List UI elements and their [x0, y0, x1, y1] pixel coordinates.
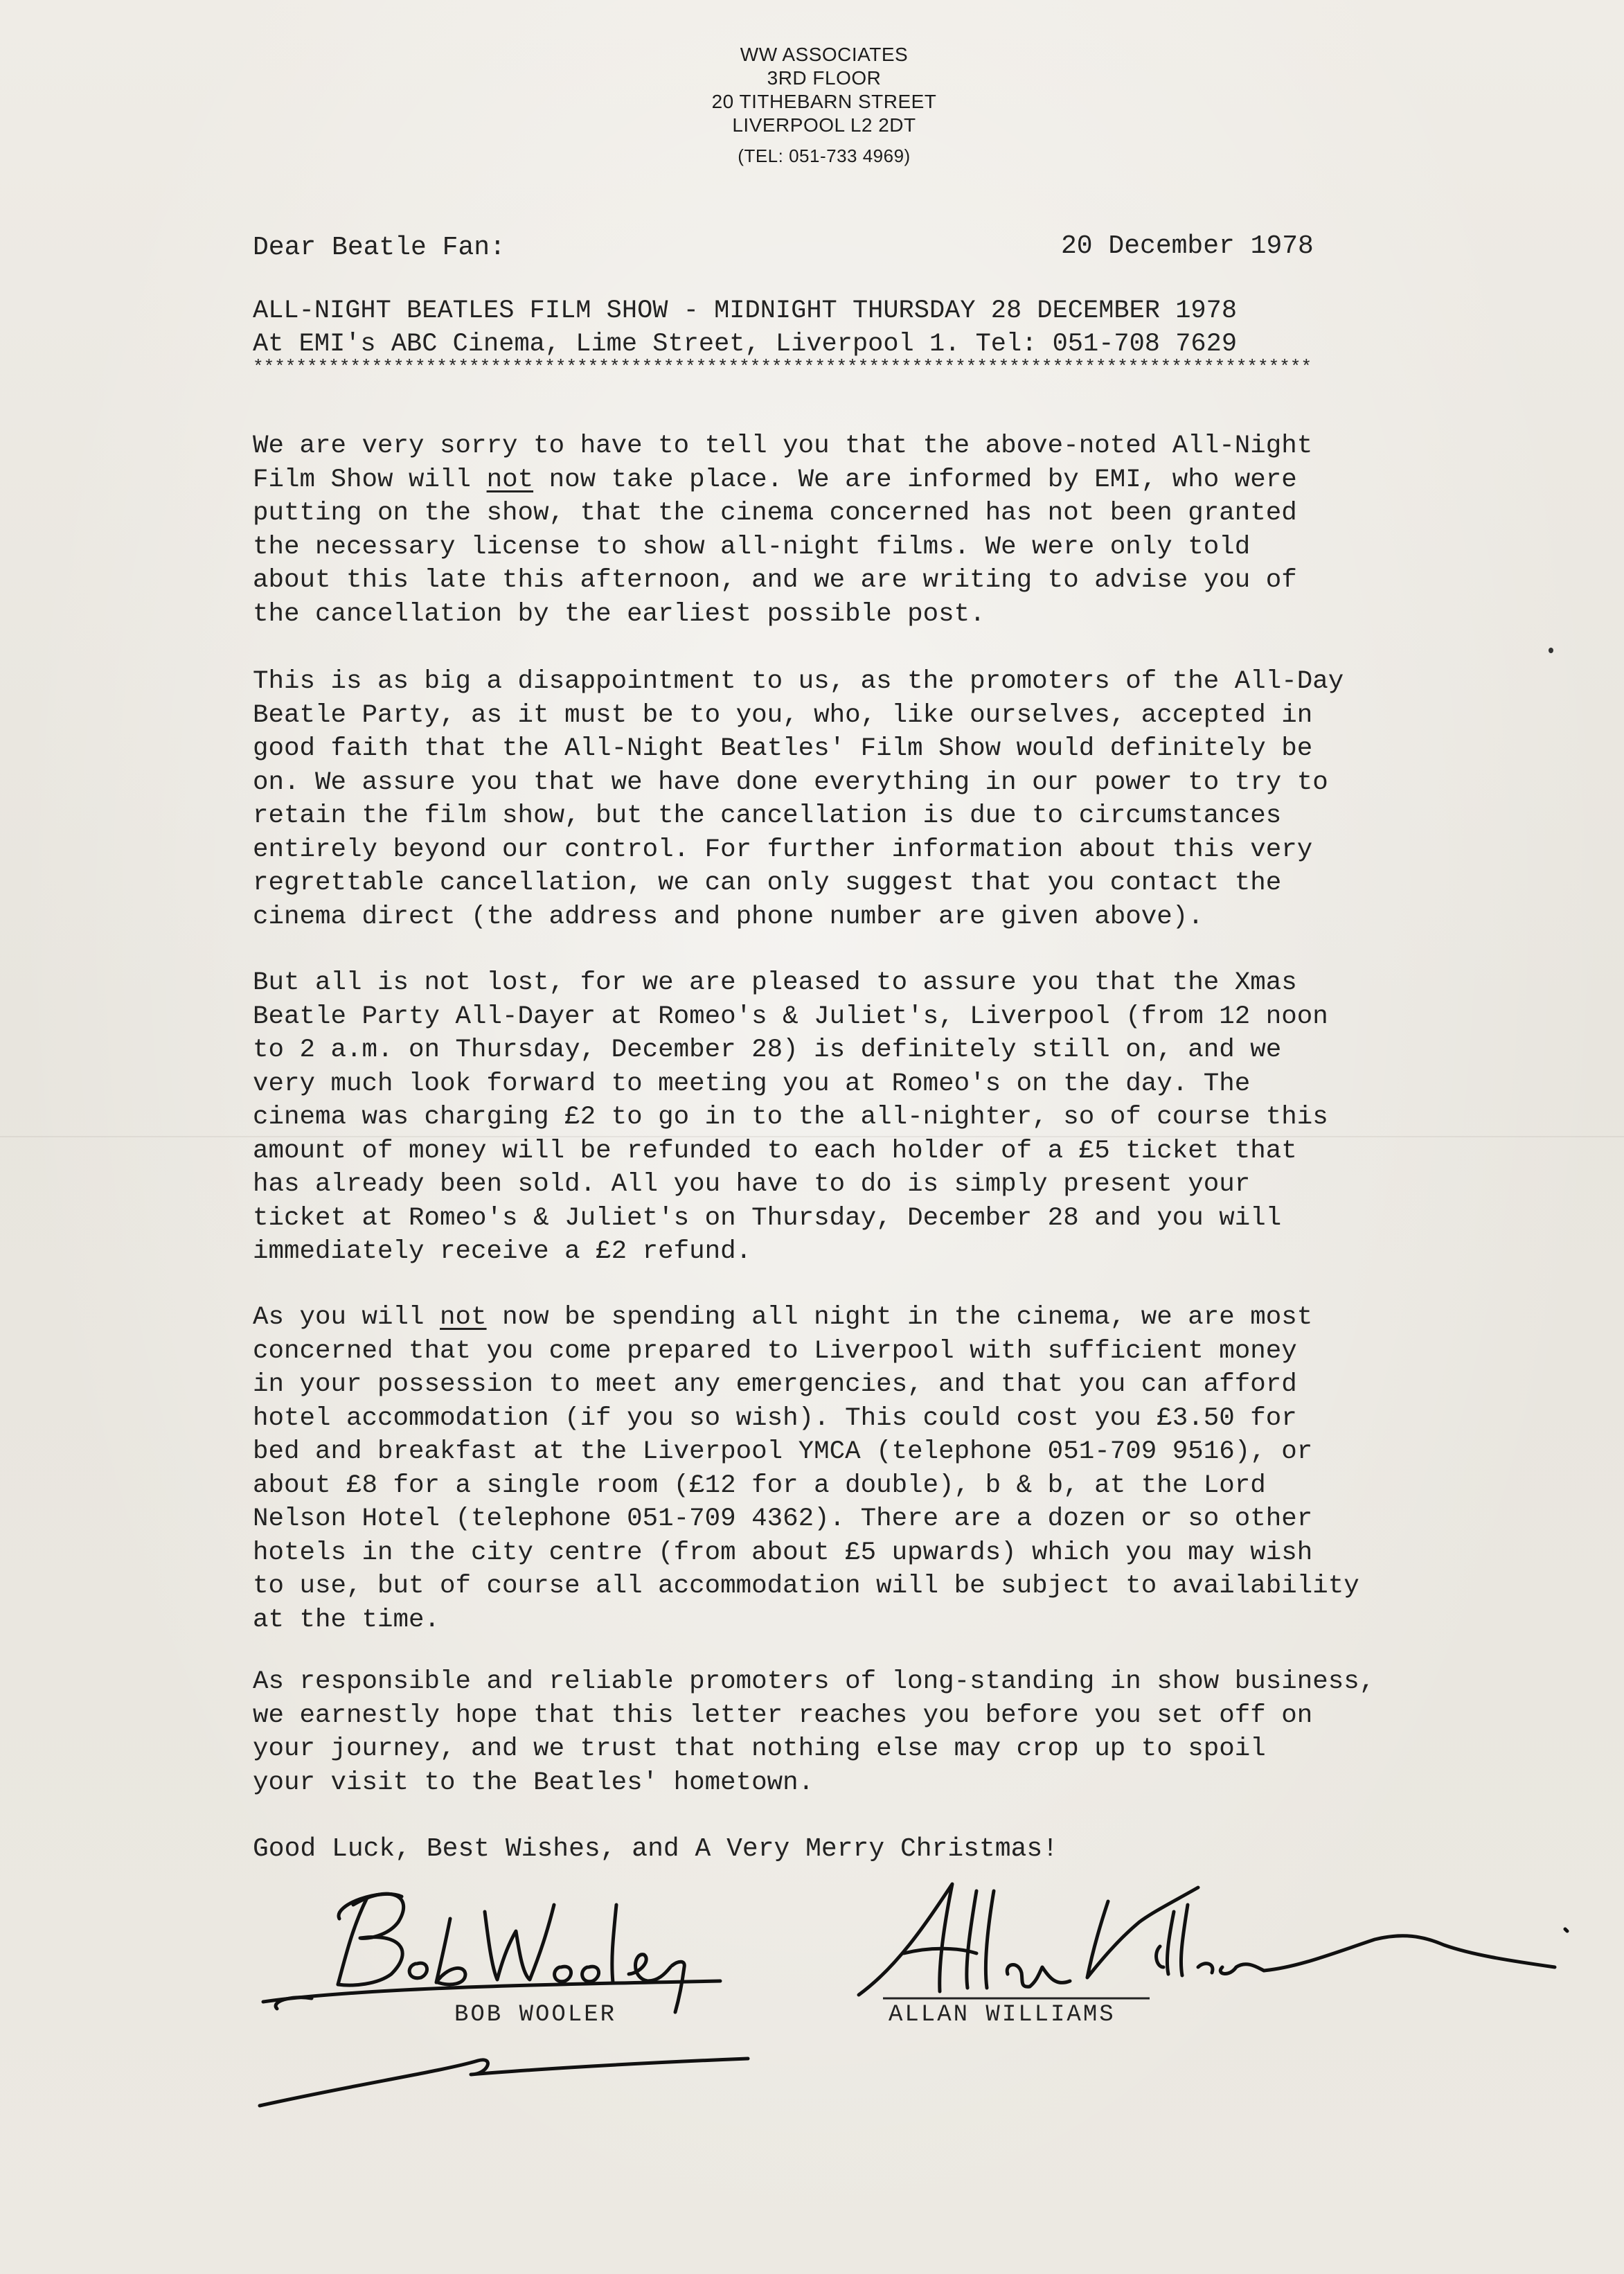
- text-line: the cancellation by the earliest possible post.: [253, 599, 985, 629]
- text-line: about £8 for a single room (£12 for a double), b & b, at the Lord: [253, 1471, 1266, 1500]
- letterhead-telephone: (TEL: 051-733 4969): [738, 145, 911, 166]
- text-line: has already been sold. All you have to do is simply present your: [253, 1170, 1251, 1199]
- text-span: As you will: [253, 1303, 440, 1332]
- text-line: [253, 463, 1472, 497]
- letter-date: 20 December 1978: [1061, 231, 1314, 261]
- text-line: Beatle Party All-Dayer at Romeo's & Juliet's, Liverpool (from 12 noon: [253, 1002, 1328, 1031]
- text-line: amount of money will be refunded to each holder of a £5 ticket that: [253, 1136, 1297, 1166]
- text-line: ticket at Romeo's & Juliet's on Thursday, December 28 and you will: [253, 1203, 1282, 1233]
- letterhead-company: WW ASSOCIATES: [740, 44, 909, 65]
- text-line: on. We assure you that we have done everything in our power to try to: [253, 767, 1328, 797]
- text-line: This is as big a disappointment to us, as the promoters of the All-Day: [253, 667, 1344, 696]
- text-line: to 2 a.m. on Thursday, December 28) is definitely still on, and we: [253, 1036, 1282, 1065]
- text-span: Film Show will: [253, 465, 487, 495]
- text-line: cinema was charging £2 to go in to the all-nighter, so of course this: [253, 1103, 1328, 1132]
- text-line: We are very sorry to have to tell you that the above-noted All-Night: [253, 432, 1313, 461]
- text-line: putting on the show, that the cinema concerned has not been granted: [253, 499, 1297, 528]
- text-line: Beatle Party, as it must be to you, who, like ourselves, accepted in: [253, 700, 1313, 730]
- letterhead-floor: 3RD FLOOR: [767, 67, 882, 89]
- allan-williams-name-rule: [880, 1995, 1157, 2002]
- text-line: entirely beyond our control. For further information about this very: [253, 835, 1313, 864]
- text-line: concerned that you come prepared to Liverpool with sufficient money: [253, 1336, 1297, 1366]
- event-title: ALL-NIGHT BEATLES FILM SHOW - MIDNIGHT THURSDAY 28 DECEMBER 1978: [253, 296, 1238, 326]
- underlined-word: not: [440, 1303, 487, 1332]
- asterisk-separator: **************************************************************************************************: [253, 357, 1312, 377]
- text-line: your visit to the Beatles' hometown.: [253, 1768, 814, 1797]
- paragraph-promoters: [253, 1665, 1472, 1800]
- text-line: retain the film show, but the cancellation is due to circumstances: [253, 801, 1282, 830]
- text-line: As responsible and reliable promoters of long-standing in show business,: [253, 1667, 1375, 1696]
- closing-line: Good Luck, Best Wishes, and A Very Merry Christmas!: [253, 1834, 1058, 1864]
- underlined-word: not: [486, 465, 534, 495]
- text-line: very much look forward to meeting you at Romeo's on the day. The: [253, 1069, 1251, 1099]
- text-line: we earnestly hope that this letter reaches you before you set off on: [253, 1700, 1313, 1730]
- ink-speck: [1549, 648, 1553, 653]
- allan-williams-signature: [848, 1863, 1582, 2009]
- paragraph-accommodation: [253, 1301, 1472, 1637]
- text-line: your journey, and we trust that nothing else may crop up to spoil: [253, 1734, 1266, 1764]
- bob-wooler-name: BOB WOOLER: [454, 2002, 617, 2028]
- allan-williams-name: ALLAN WILLIAMS: [889, 2002, 1116, 2028]
- text-line: bed and breakfast at the Liverpool YMCA (telephone 051-709 9516), or: [253, 1437, 1313, 1466]
- letterhead-street: 20 TITHEBARN STREET: [711, 91, 937, 112]
- paragraph-cancellation: [253, 429, 1472, 631]
- text-span: now take place. We are informed by EMI, who were: [533, 465, 1297, 495]
- letterhead: [623, 43, 1025, 168]
- text-line: in your possession to meet any emergencies, and that you can afford: [253, 1370, 1297, 1399]
- paragraph-refund: [253, 966, 1472, 1269]
- event-reference: [253, 294, 1237, 361]
- text-line: [253, 1301, 1472, 1335]
- text-line: about this late this afternoon, and we are writing to advise you of: [253, 566, 1297, 595]
- bob-wooler-signature: [249, 1863, 776, 2113]
- text-line: Nelson Hotel (telephone 051-709 4362). There are a dozen or so other: [253, 1504, 1313, 1534]
- text-line: good faith that the All-Night Beatles' Film Show would definitely be: [253, 734, 1313, 763]
- text-line: at the time.: [253, 1605, 440, 1635]
- text-line: the necessary license to show all-night films. We were only told: [253, 532, 1251, 562]
- text-line: hotel accommodation (if you so wish). This could cost you £3.50 for: [253, 1403, 1297, 1433]
- paragraph-disappointment: [253, 665, 1472, 934]
- text-line: to use, but of course all accommodation will be subject to availability: [253, 1572, 1359, 1601]
- text-line: regrettable cancellation, we can only suggest that you contact the: [253, 869, 1282, 898]
- text-line: immediately receive a £2 refund.: [253, 1237, 752, 1266]
- text-line: cinema direct (the address and phone number are given above).: [253, 902, 1204, 932]
- text-line: But all is not lost, for we are pleased to assure you that the Xmas: [253, 968, 1297, 997]
- text-line: hotels in the city centre (from about £5 upwards) which you may wish: [253, 1538, 1313, 1567]
- event-venue: At EMI's ABC Cinema, Lime Street, Liverpool 1. Tel: 051-708 7629: [253, 330, 1238, 359]
- salutation: Dear Beatle Fan:: [253, 233, 506, 263]
- letterhead-city: LIVERPOOL L2 2DT: [732, 114, 916, 136]
- text-span: now be spending all night in the cinema, we are most: [486, 1303, 1313, 1332]
